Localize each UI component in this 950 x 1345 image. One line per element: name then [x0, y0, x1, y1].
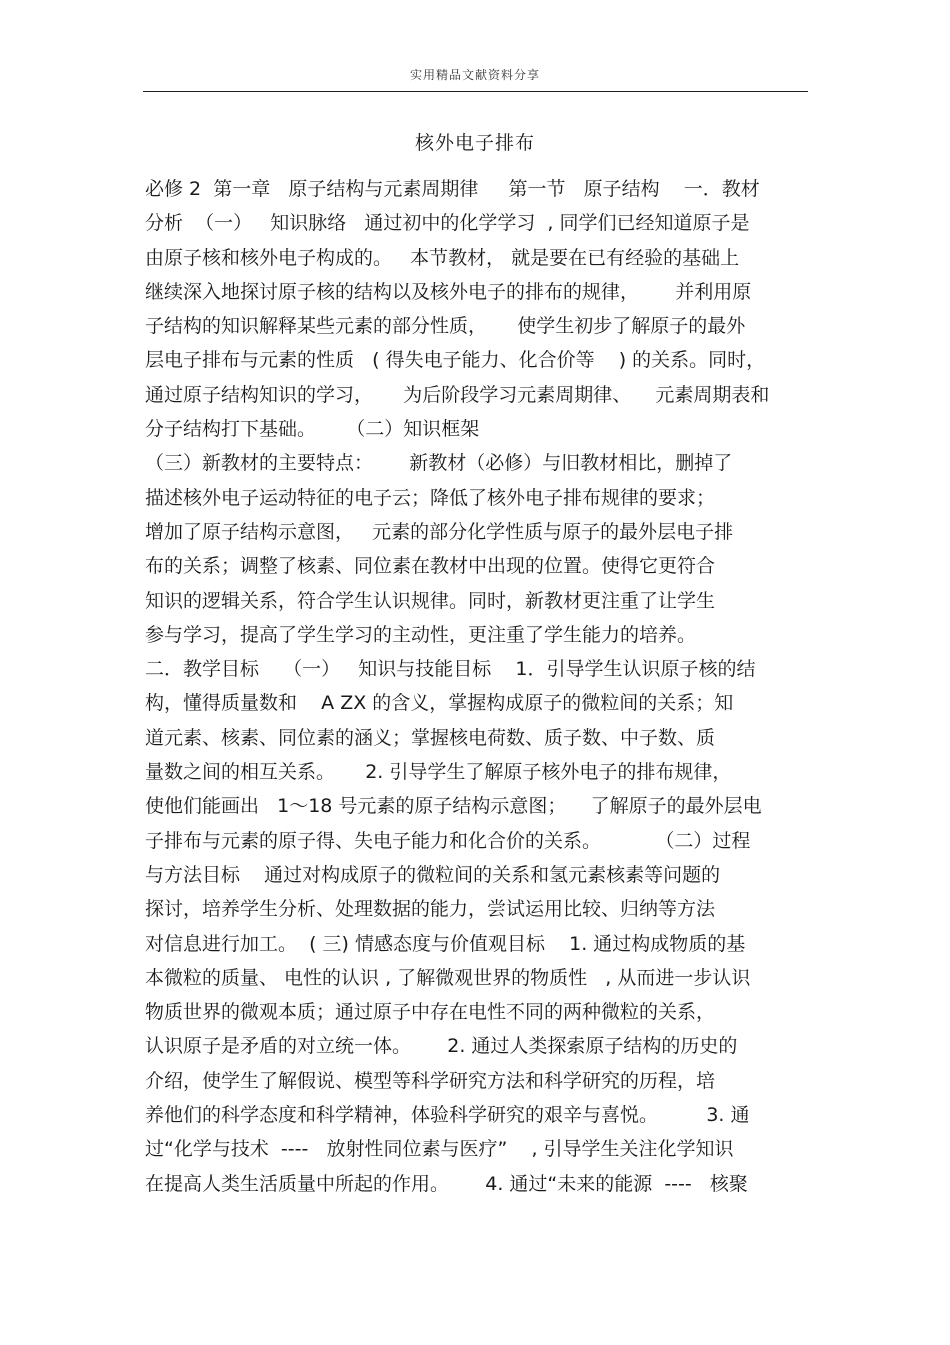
body-line: 对信息进行加工。 ( 三) 情感态度与价值观目标 1. 通过构成物质的基 — [145, 932, 746, 955]
body-line: （三）新教材的主要特点： 新教材（必修）与旧教材相比，删掉了 — [145, 452, 733, 475]
body-line: 层电子排布与元素的性质 ( 得失电子能力、化合价等 ) 的关系。同时， — [145, 349, 766, 372]
body-line: 认识原子是矛盾的对立统一体。 2. 通过人类探索原子结构的历史的 — [145, 1035, 738, 1058]
body-line: 构，懂得质量数和 A ZX 的含义，掌握构成原子的微粒间的关系；知 — [145, 692, 734, 715]
body-line: 分子结构打下基础。 （二）知识框架 — [145, 418, 480, 441]
body-line: 道元素、核素、同位素的涵义；掌握核电荷数、质子数、中子数、质 — [145, 726, 716, 749]
body-line: 布的关系；调整了核素、同位素在教材中出现的位置。使得它更符合 — [145, 555, 716, 578]
body-line: 通过原子结构知识的学习， 为后阶段学习元素周期律、 元素周期表和 — [145, 383, 770, 406]
body-line: 二．教学目标 （一） 知识与技能目标 1．引导学生认识原子核的结 — [145, 658, 756, 681]
body-line: 子结构的知识解释某些元素的部分性质， 使学生初步了解原子的最外 — [145, 315, 746, 338]
body-line: 增加了原子结构示意图， 元素的部分化学性质与原子的最外层电子排 — [145, 520, 734, 543]
body-line: 分析 （一） 知识脉络 通过初中的化学学习 , 同学们已经知道原子是 — [145, 212, 750, 235]
header-divider — [143, 91, 808, 92]
body-line: 由原子核和核外电子构成的。 本节教材， 就是要在已有经验的基础上 — [145, 246, 740, 269]
body-line: 与方法目标 通过对构成原子的微粒间的关系和氢元素核素等问题的 — [145, 863, 721, 886]
body-line: 子排布与元素的原子得、失电子能力和化合价的关系。 （二）过程 — [145, 829, 751, 852]
page-header: 实用精品文献资料分享 — [409, 68, 540, 82]
body-line: 探讨，培养学生分析、处理数据的能力，尝试运用比较、归纳等方法 — [145, 898, 716, 921]
document-body — [145, 172, 805, 1201]
body-line: 本微粒的质量、 电性的认识 , 了解微观世界的物质性 , 从而进一步认识 — [145, 966, 751, 989]
body-line: 物质世界的微观本质；通过原子中存在电性不同的两种微粒的关系， — [145, 1001, 716, 1024]
body-line: 参与学习，提高了学生学习的主动性，更注重了学生能力的培养。 — [145, 623, 697, 646]
body-line: 量数之间的相互关系。 2. 引导学生了解原子核外电子的排布规律， — [145, 761, 732, 784]
body-line: 必修 2 第一章 原子结构与元素周期律 第一节 原子结构 一．教材 — [145, 178, 760, 200]
document-title: 核外电子排布 — [414, 132, 535, 154]
body-line: 继续深入地探讨原子核的结构以及核外电子的排布的规律， 并利用原 — [145, 280, 752, 303]
body-line: 知识的逻辑关系，符合学生认识规律。同时，新教材更注重了让学生 — [145, 589, 716, 612]
body-line: 养他们的科学态度和科学精神，体验科学研究的艰辛与喜悦。 3. 通 — [145, 1104, 750, 1127]
body-line: 在提高人类生活质量中所起的作用。 4. 通过“未来的能源 ---- 核聚 — [145, 1172, 748, 1195]
body-line: 描述核外电子运动特征的电子云；降低了核外电子排布规律的要求； — [145, 486, 716, 509]
body-line: 过“化学与技术 ---- 放射性同位素与医疗” , 引导学生关注化学知识 — [145, 1138, 734, 1161]
body-line: 介绍，使学生了解假说、模型等科学研究方法和科学研究的历程，培 — [145, 1069, 716, 1092]
body-line: 使他们能画出 1～18 号元素的原子结构示意图； 了解原子的最外层电 — [145, 795, 762, 818]
